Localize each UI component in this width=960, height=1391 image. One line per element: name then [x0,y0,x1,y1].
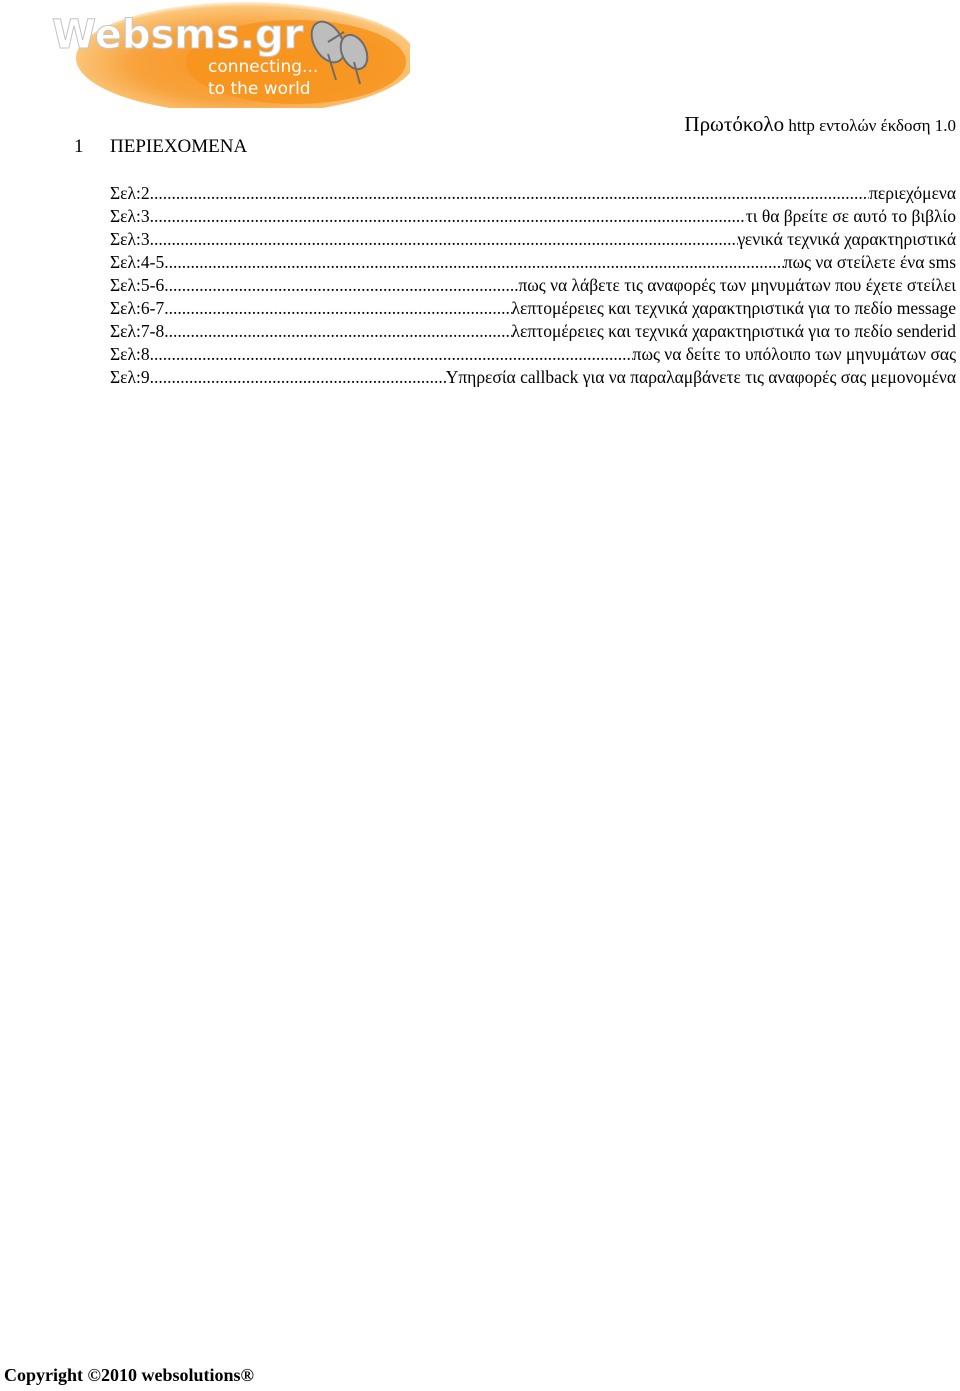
toc-entry-leader [164,298,511,319]
toc-entry-label: λεπτομέρειες και τεχνικά χαρακτηριστικά για το πεδίο message [511,298,956,318]
toc-heading-label: ΠΕΡΙΕΧΟΜΕΝΑ [110,136,248,157]
toc-entry-label: πως να λάβετε τις αναφορές των μηνυμάτων που έχετε στείλει [518,275,956,295]
toc-entry [110,298,956,321]
toc-entry [110,206,956,229]
toc-entry-page: Σελ:2 [110,183,150,203]
svg-text:connecting...: connecting... [208,57,319,77]
svg-text:Websms.gr: Websms.gr [52,12,304,58]
toc-heading [74,136,247,158]
toc-entry [110,367,956,390]
toc-entry [110,321,956,344]
toc-entry [110,344,956,367]
toc-entry-page: Σελ:5-6 [110,275,165,295]
toc-entry-label: λεπτομέρειες και τεχνικά χαρακτηριστικά για το πεδίο senderid [511,321,956,341]
websms-logo [46,2,410,108]
document-title-rest: http εντολών έκδοση 1.0 [784,116,956,135]
toc-entry [110,275,956,298]
toc-entry-label: γενικά τεχνικά χαρακτηριστικά [737,229,956,249]
toc-entry-leader [150,344,633,365]
toc-entry-leader [164,252,784,273]
toc-entry-page: Σελ:6-7 [110,298,165,318]
table-of-contents [110,183,956,390]
toc-entry-page: Σελ:9 [110,367,150,387]
document-title-main: Πρωτόκολο [684,112,785,136]
toc-entry-leader [150,229,738,250]
toc-entry-label: πως να στείλετε ένα sms [783,252,956,272]
toc-entry-leader [164,275,518,296]
toc-entry-label: τι θα βρείτε σε αυτό το βιβλίο [745,206,956,226]
toc-entry [110,183,956,206]
toc-entry-label: πως να δείτε το υπόλοιπο των μηνυμάτων σας [632,344,956,364]
toc-entry-page: Σελ:4-5 [110,252,165,272]
toc-entry-leader [150,183,869,204]
toc-entry [110,252,956,275]
toc-entry-leader [150,367,446,388]
toc-entry-leader [150,206,746,227]
toc-entry-page: Σελ:3 [110,206,150,226]
toc-entry-label: Υπηρεσία callback για να παραλαμβάνετε τις αναφορές σας μεμονομένα [445,367,956,387]
toc-entry-page: Σελ:3 [110,229,150,249]
copyright-footer: Copyright ©2010 websolutions® [4,1365,254,1385]
websms-logo-image [46,2,410,108]
page-header [0,0,960,170]
toc-entry-page: Σελ:7-8 [110,321,165,341]
toc-entry-leader [164,321,511,342]
document-title [684,112,956,137]
svg-text:to the world: to the world [208,79,311,99]
toc-entry [110,229,956,252]
toc-entry-page: Σελ:8 [110,344,150,364]
toc-heading-number: 1 [74,136,84,157]
toc-entry-label: περιεχόμενα [869,183,956,203]
